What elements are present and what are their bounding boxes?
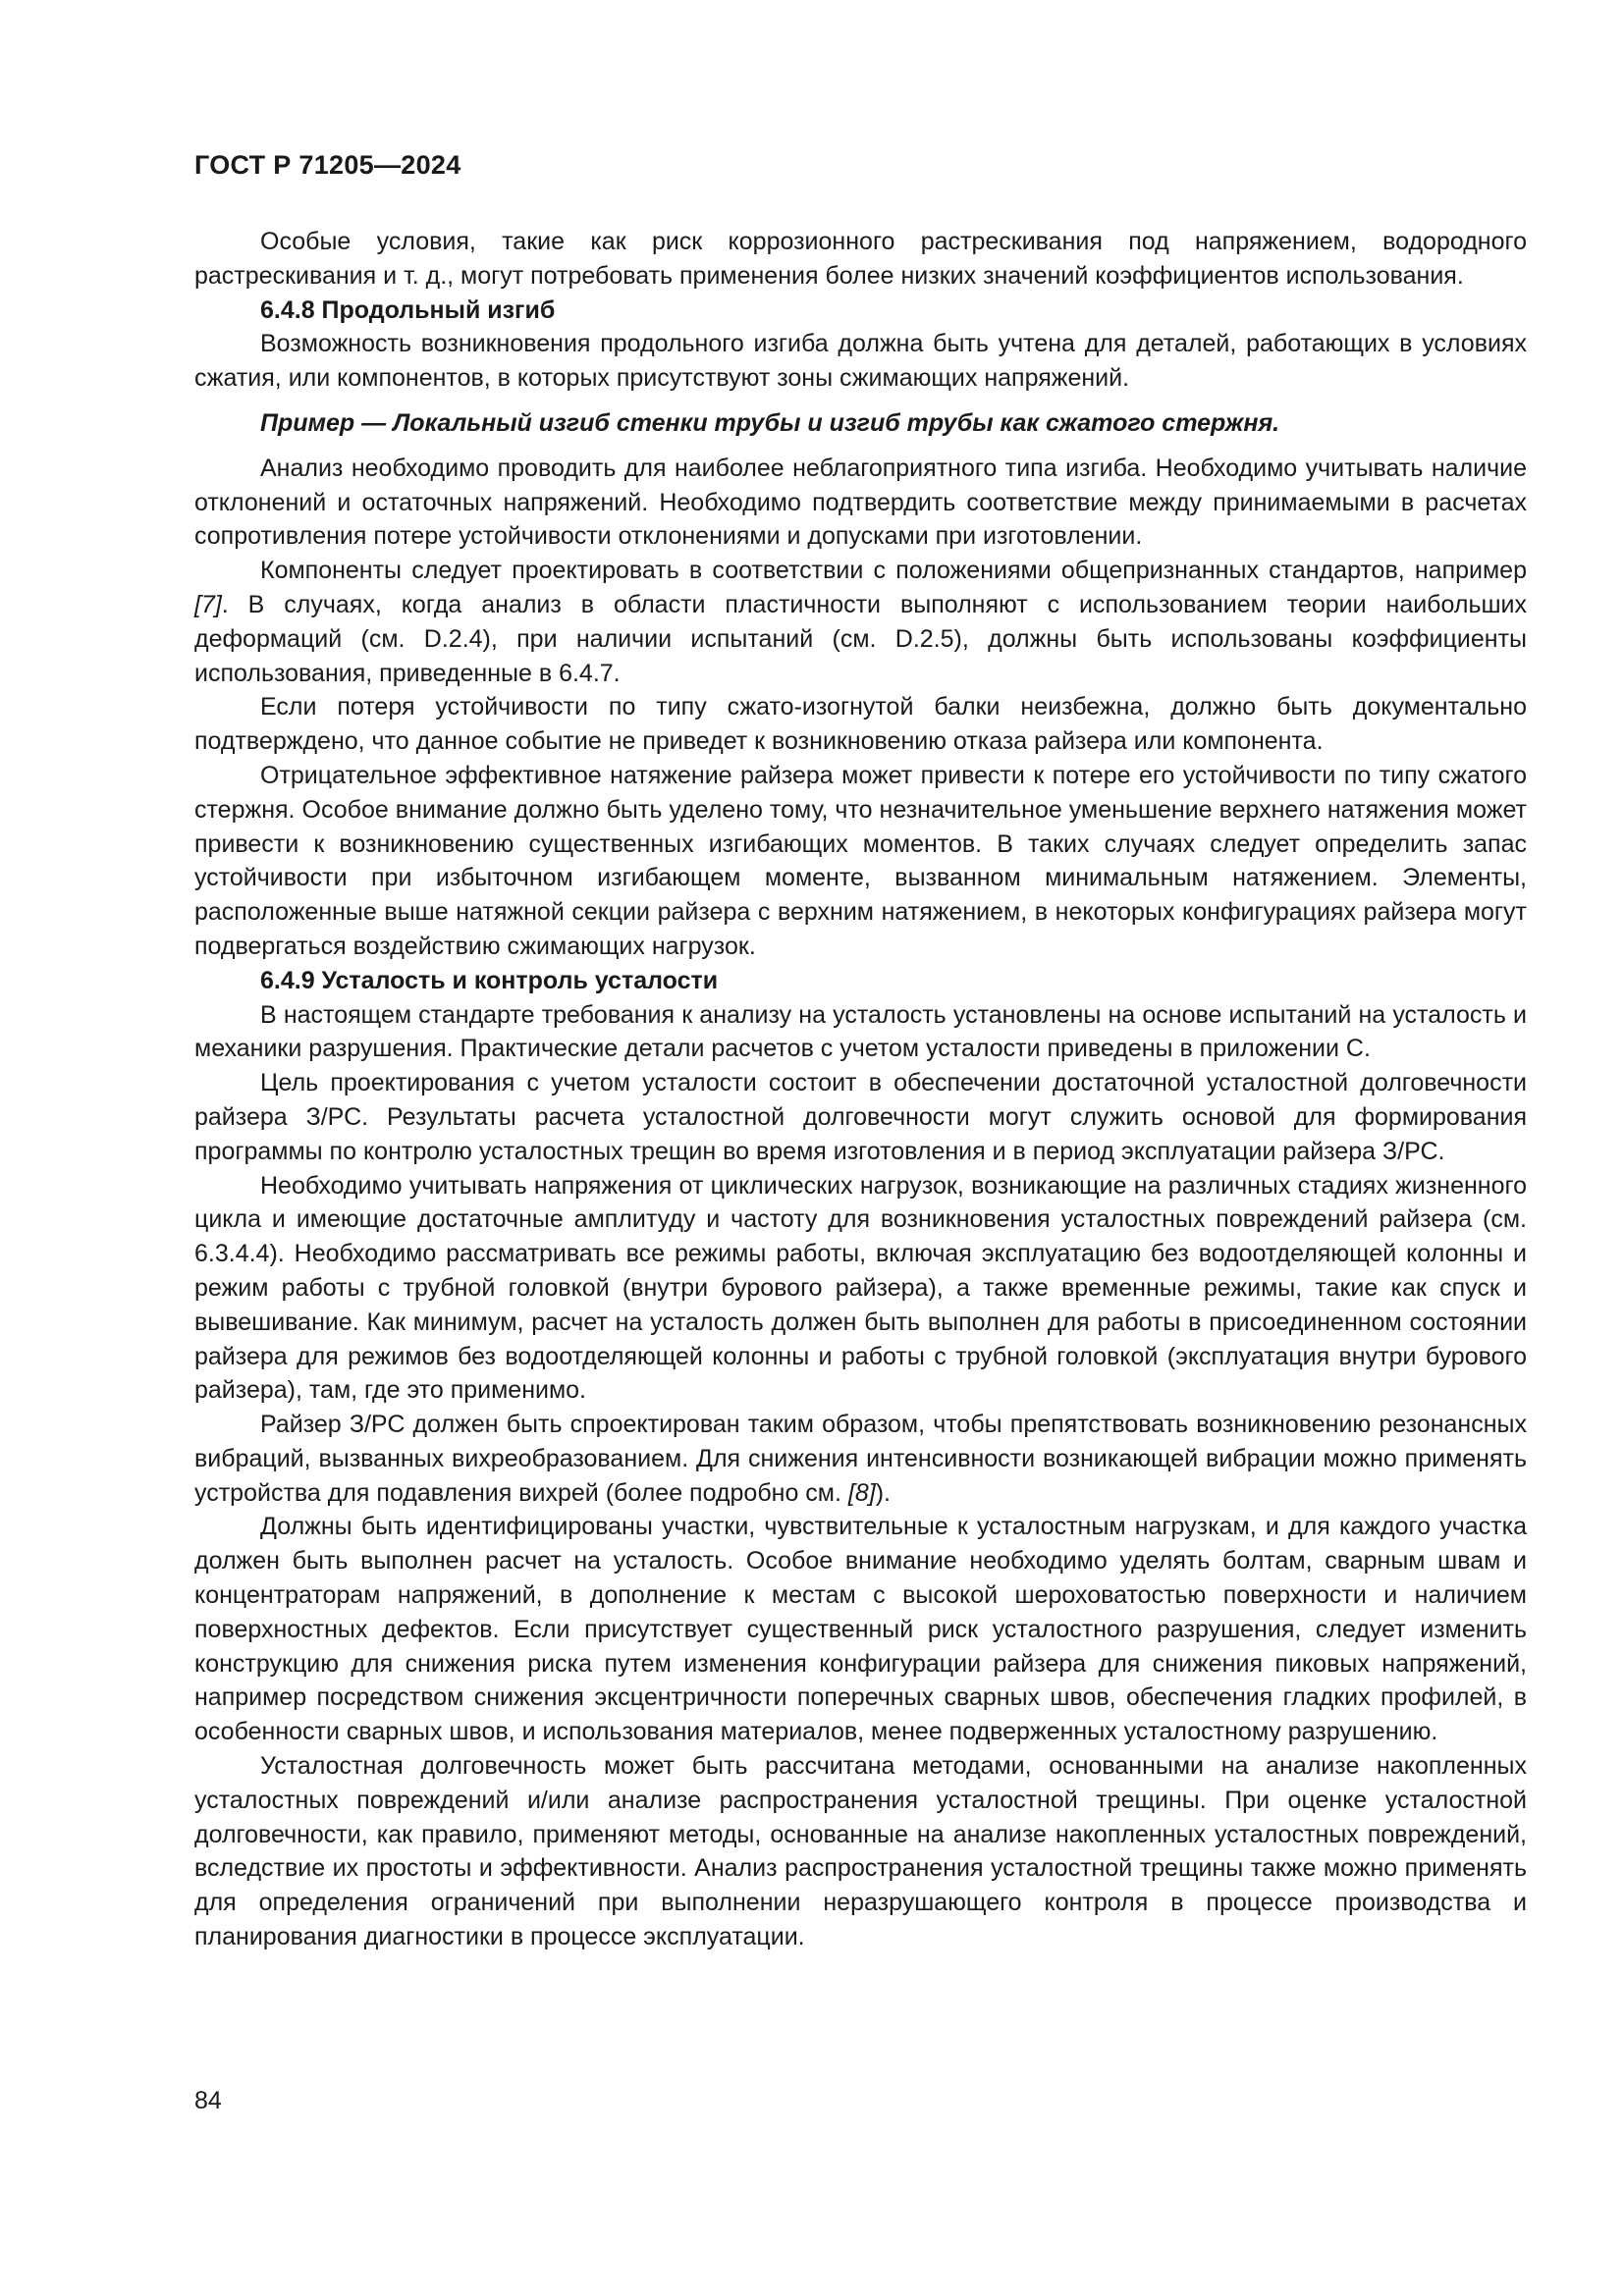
text-run: Анализ необходимо проводить для наиболее неблагоприятного типа изгиба. Необходимо учитывать наличие отклонений и остаточных напряжений. Необходимо подтвердить соответствие между принимаемыми в расчетах сопротивления потере устойчивости отклонениями и допусками при изготовлении.: [194, 454, 1527, 551]
body-paragraph: [194, 1408, 1527, 1510]
text-run: 6.4.9 Усталость и контроль усталости: [260, 966, 719, 994]
text-run: Необходимо учитывать напряжения от циклических нагрузок, возникающие на различных стадиях жизненного цикла и имеющие достаточные амплитуду и частоту для возникновения усталостных повреждений райзера (см. 6.3.4.4). Необходимо рассматривать все режимы работы, включая эксплуатацию без водоотделяющей колонны и режим работы с трубной головкой (внутри бурового райзера), а также временные режимы, такие как спуск и вывешивание. Как минимум, расчет на усталость должен быть выполнен для работы в присоединенном состоянии райзера для режимов без водоотделяющей колонны и работы с трубной головкой (эксплуатация внутри бурового райзера), там, где это применимо.: [194, 1171, 1527, 1405]
document-body: [194, 225, 1527, 1954]
body-paragraph: [194, 1749, 1527, 1954]
body-paragraph: [194, 998, 1527, 1067]
text-run: Усталостная долговечность может быть рассчитана методами, основанными на анализе накопленных усталостных повреждений и/или анализе распространения усталостной трещины. При оценке усталостной долговечности, как правило, применяют методы, основанные на анализе накопленных усталостных повреждений, вследствие их простоты и эффективности. Анализ распространения усталостной трещины также можно применять для определения ограничений при выполнении неразрушающего контроля в процессе производства и планирования диагностики в процессе эксплуатации.: [194, 1752, 1527, 1951]
text-run: ).: [875, 1478, 891, 1507]
text-run: В настоящем стандарте требования к анализу на усталость установлены на основе испытаний на усталость и механики разрушения. Практические детали расчетов с учетом усталости приведены в приложении C.: [194, 1000, 1527, 1063]
text-run: . В случаях, когда анализ в области пластичности выполняют с использованием теории наибольших деформаций (см. D.2.4), при наличии испытаний (см. D.2.5), должны быть использованы коэффициенты использования, приведенные в 6.4.7.: [194, 590, 1527, 687]
text-run: Райзер З/РС должен быть спроектирован таким образом, чтобы препятствовать возникновению резонансных вибраций, вызванных вихреобразованием. Для снижения интенсивности возникающей вибрации можно применять устройства для подавления вихрей (более подробно см.: [194, 1411, 1527, 1507]
body-paragraph: [194, 690, 1527, 759]
text-run: Особые условия, такие как риск коррозионного растрескивания под напряжением, водородного растрескивания и т. д., могут потребовать применения более низких значений коэффициентов использования.: [194, 228, 1527, 290]
text-run: Если потеря устойчивости по типу сжато-изогнутой балки неизбежна, должно быть документально подтверждено, что данное событие не приведет к возникновению отказа райзера или компонента.: [194, 693, 1527, 756]
body-paragraph: [194, 1169, 1527, 1409]
section-heading: [194, 294, 1527, 328]
text-run: Возможность возникновения продольного изгиба должна быть учтена для деталей, работающих в условиях сжатия, или компонентов, в которых присутствуют зоны сжимающих напряжений.: [194, 330, 1527, 393]
text-run: Должны быть идентифицированы участки, чувствительные к усталостным нагрузкам, и для каждого участка должен быть выполнен расчет на усталость. Особое внимание необходимо уделять болтам, сварным швам и концентраторам напряжений, в дополнение к местам с высокой шероховатостью поверхности и наличием поверхностных дефектов. Если присутствует существенный риск усталостного разрушения, следует изменить конструкцию для снижения риска путем изменения конфигурации райзера для снижения пиковых напряжений, например посредством снижения эксцентричности поперечных сварных швов, обеспечения гладких профилей, в особенности сварных швов, и использования материалов, менее подверженных усталостному разрушению.: [194, 1513, 1527, 1746]
section-heading: [194, 964, 1527, 998]
body-paragraph: [194, 452, 1527, 554]
body-paragraph: [194, 1066, 1527, 1168]
body-paragraph: [194, 225, 1527, 294]
text-run: Компоненты следует проектировать в соответствии с положениями общепризнанных стандартов, например: [260, 557, 1527, 585]
body-paragraph: [194, 554, 1527, 690]
page-number: 84: [194, 2087, 222, 2114]
text-run: Отрицательное эффективное натяжение райзера может привести к потере его устойчивости по типу сжатого стержня. Особое внимание должно быть уделено тому, что незначительное уменьшение верхнего натяжения может привести к возникновению существенных изгибающих моментов. В таких случаях следует определить запас устойчивости при избыточном изгибающем моменте, вызванном минимальным натяжением. Элементы, расположенные выше натяжной секции райзера с верхним натяжением, в некоторых конфигурациях райзера могут подвергаться воздействию сжимающих нагрузок.: [194, 761, 1527, 960]
body-paragraph: [194, 327, 1527, 396]
example-note: [194, 406, 1527, 441]
text-run: 6.4.8 Продольный изгиб: [260, 295, 556, 324]
citation-reference: [7]: [194, 590, 222, 618]
body-paragraph: [194, 1510, 1527, 1749]
text-run: Цель проектирования с учетом усталости состоит в обеспечении достаточной усталостной долговечности райзера З/РС. Результаты расчета усталостной долговечности могут служить основой для формирования программы по контролю усталостных трещин во время изготовления и в период эксплуатации райзера З/РС.: [194, 1069, 1527, 1165]
text-run: Пример — Локальный изгиб стенки трубы и изгиб трубы как сжатого стержня.: [260, 408, 1280, 437]
document-header: ГОСТ Р 71205—2024: [194, 150, 461, 180]
body-paragraph: [194, 759, 1527, 964]
citation-reference: [8]: [847, 1478, 876, 1507]
